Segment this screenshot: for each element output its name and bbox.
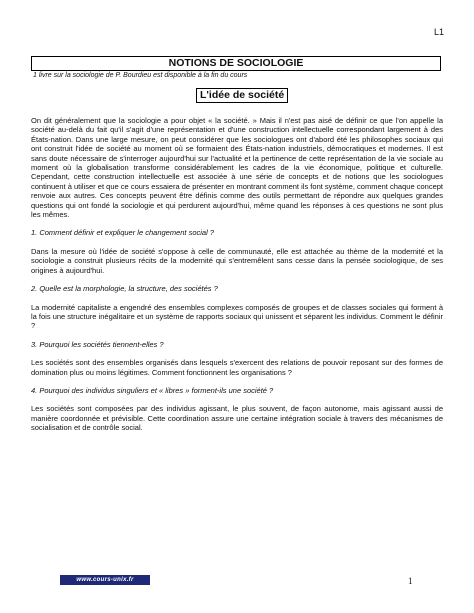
intro-paragraph: On dit généralement que la sociologie a pour objet « la société. » Mais il n'est pas aisé de définir ce que l'on appelle la société au-delà du fait qu'il s'agit d'une représentation et d'une construction intellectuelle correspondant largement à des États-nation. Dans une large mesure, on peut considérer que les sociologues ont d'abord été les philosophes sociaux qui ont construit l'idée de société au moment où se formaient des États-nation industriels, démocratiques et modernes. Il est sans doute nécessaire de s'interroger aujourd'hui sur l'actualité et la pertinence de cette représentation de la vie sociale au moment où la globalisation transforme considérablement les cadres de la vie économique, politique et culturelle. Cependant, cette construction intellectuelle est associée à une série de concepts et de notions que les sociologues continuent à utiliser et que ce cours essaiera de présenter en montrant comment ils font système, comment chaque concept renvoie aux autres. Ces concepts peuvent être définis comme des outils permettant de répondre aux quelques grandes questions qui ont fondé la sociologie et qui perdurent aujourd'hui, même quand les réponses à ces questions ne sont plus les mêmes. xyxy=(31,116,443,220)
section-text-3: Les sociétés sont des ensembles organisés dans lesquels s'exercent des relations de pouvoir reposant sur des formes de domination plus ou moins légitimes. Comment fonctionnent les organisations ? xyxy=(31,358,443,377)
section-text-4: Les sociétés sont composées par des individus agissant, le plus souvent, de façon autonome, mais agissant aussi de manière coordonnée et prévisible. Cette coordination assure une certaine intégration sociale à travers des mécanismes de socialisation et de contrôle social. xyxy=(31,404,443,433)
section-question-2: 2. Quelle est la morphologie, la structure, des sociétés ? xyxy=(31,284,218,294)
section-text-1: Dans la mesure où l'idée de société s'oppose à celle de communauté, elle est attachée au thème de la modernité et la sociologie a construit plusieurs récits de la modernité qui s'entremêlent sans cesse dans la pensée sociologique, de ses origines à aujourd'hui. xyxy=(31,246,443,275)
document-body xyxy=(31,116,443,442)
section-text-2: La modernité capitaliste a engendré des ensembles complexes composés de groupes et de classes sociales qui forment à la fois une structure inégalitaire et un système de rapports sociaux qui unissent et séparent les individus. Comment le définir ? xyxy=(31,302,443,331)
page-number: 1 xyxy=(408,576,413,586)
section-question-1: 1. Comment définir et expliquer le changement social ? xyxy=(31,228,215,238)
website-badge[interactable]: www.cours-unix.fr xyxy=(60,575,150,585)
section-title: L'idée de société xyxy=(196,88,288,103)
document-title: NOTIONS DE SOCIOLOGIE xyxy=(31,56,441,71)
section-question-4: 4. Pourquoi des individus singuliers et « libres » forment-ils une société ? xyxy=(31,385,274,395)
document-subtitle: 1 livre sur la sociologie de P. Bourdieu est disponible à la fin du cours xyxy=(33,72,248,79)
section-question-3: 3. Pourquoi les sociétés tiennent-elles ? xyxy=(31,339,164,349)
page-label: L1 xyxy=(433,27,444,37)
